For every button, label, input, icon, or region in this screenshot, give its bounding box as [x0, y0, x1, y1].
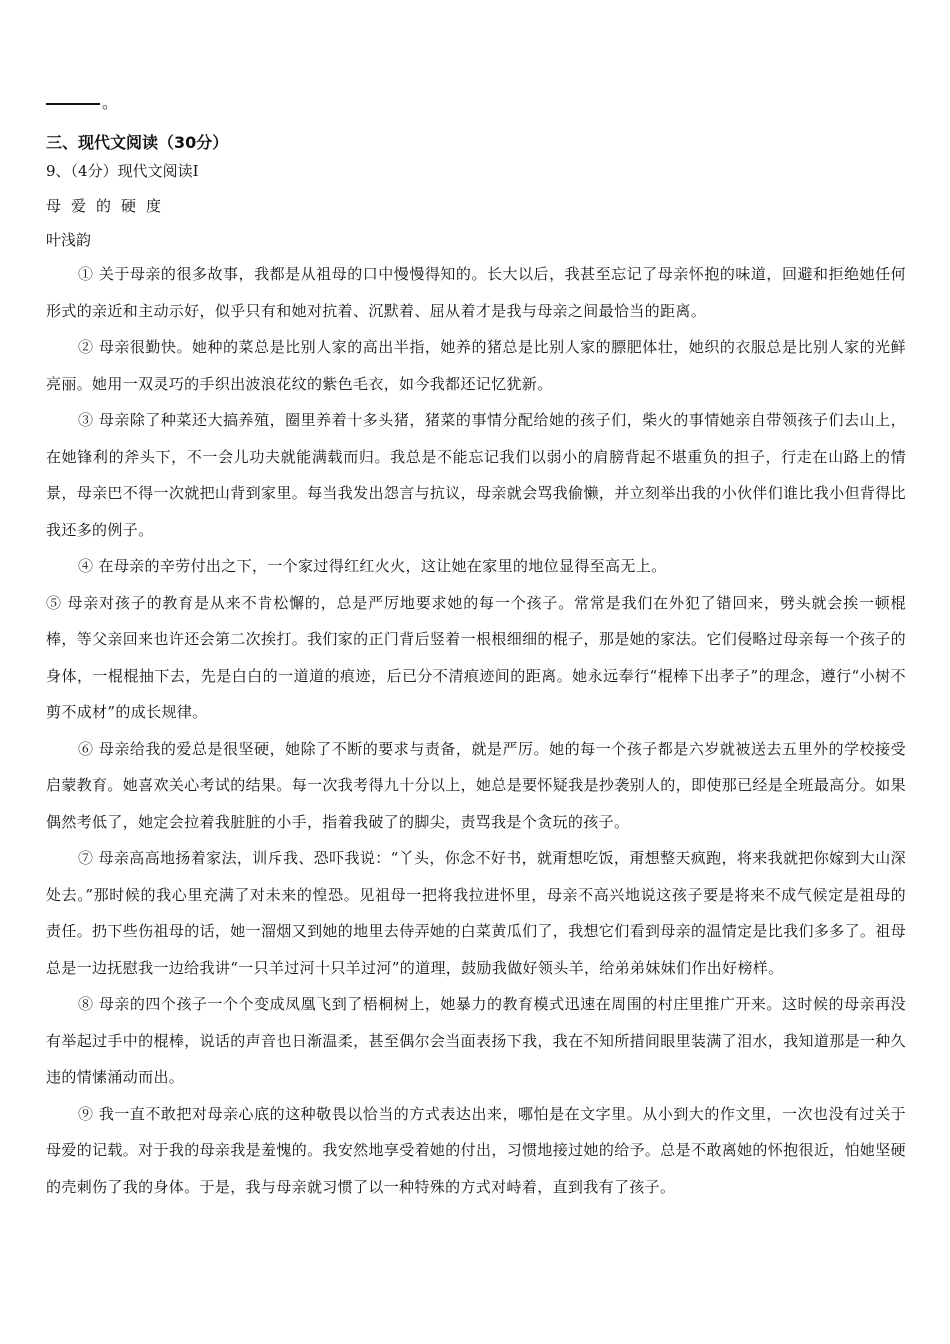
section-heading: 三、现代文阅读（30分）	[46, 133, 229, 152]
article-title: 母爱的硬度	[46, 197, 172, 215]
paragraph-1: ① 关于母亲的很多故事，我都是从祖母的口中慢慢得知的。长大以后，我甚至忘记了母亲怀抱的味道，回避和拒绝她任何形式的亲近和主动示好，似乎只有和她对抗着、沉默着、屈从着才是我与母亲之间最恰当的距离。	[46, 265, 906, 320]
paragraph-4: ④ 在母亲的辛劳付出之下，一个家过得红红火火，这让她在家里的地位显得至高无上。	[78, 557, 667, 575]
paragraph-6: ⑥ 母亲给我的爱总是很坚硬，她除了不断的要求与责备，就是严厉。她的每一个孩子都是六岁就被送去五里外的学校接受启蒙教育。她喜欢关心考试的结果。每一次我考得九十分以上，她总是要怀疑我是抄袭别人的，即使那已经是全班最高分。如果偶然考低了，她定会拉着我脏脏的小手，指着我破了的脚尖，责骂我是个贪玩的孩子。	[46, 739, 906, 831]
paragraph-2: ② 母亲很勤快。她种的菜总是比别人家的高出半指，她养的猪总是比别人家的膘肥体壮，她织的衣服总是比别人家的光鲜亮丽。她用一双灵巧的手织出波浪花纹的紫色毛衣，如今我都还记忆犹新。	[46, 338, 906, 393]
paragraph-5: ⑤ 母亲对孩子的教育是从来不肯松懈的，总是严厉地要求她的每一个孩子。常常是我们在外犯了错回来，劈头就会挨一顿棍棒，等父亲回来也许还会第二次挨打。我们家的正门背后竖着一根根细细的棍子，那是她的家法。它们侵略过母亲每一个孩子的身体，一棍棍抽下去，先是白白的一道道的痕迹，后已分不清痕迹间的距离。她永远奉行“棍棒下出孝子”的理念，遵行“小树不剪不成材”的成长规律。	[46, 593, 906, 721]
question-header: 9、（4分）现代文阅读Ⅰ	[46, 162, 199, 180]
paragraph-7: ⑦ 母亲高高地扬着家法，训斥我、恐吓我说：“丫头，你念不好书，就甭想吃饭，甭想整天疯跑，将来我就把你嫁到大山深处去。”那时候的我心里充满了对未来的惶恐。见祖母一把将我拉进怀里，母亲不高兴地说这孩子要是将来不成气候定是祖母的责任。扔下些伤祖母的话，她一溜烟又到她的地里去侍弄她的白菜黄瓜们了，我想它们看到母亲的温情定是比我们多多了。祖母总是一边抚慰我一边给我讲“一只羊过河十只羊过河”的道理，鼓励我做好领头羊，给弟弟妹妹们作出好榜样。	[46, 849, 906, 977]
answer-blank	[46, 103, 100, 105]
blank-suffix: 。	[102, 93, 119, 112]
paragraph-8: ⑧ 母亲的四个孩子一个个变成凤凰飞到了梧桐树上，她暴力的教育模式迅速在周围的村庄里推广开来。这时候的母亲再没有举起过手中的棍棒，说话的声音也日渐温柔，甚至偶尔会当面表扬下我，我在不知所措间眼里装满了泪水，我知道那是一种久违的情愫涌动而出。	[46, 995, 906, 1086]
paragraph-9: ⑨ 我一直不敢把对母亲心底的这种敬畏以恰当的方式表达出来，哪怕是在文字里。从小到大的作文里，一次也没有过关于母爱的记载。对于我的母亲我是羞愧的。我安然地享受着她的付出，习惯地接过她的给予。总是不敢离她的怀抱很近，怕她坚硬的壳刺伤了我的身体。于是，我与母亲就习惯了以一种特殊的方式对峙着，直到我有了孩子。	[46, 1104, 906, 1196]
paragraph-3: ③ 母亲除了种菜还大搞养殖，圈里养着十多头猪，猪菜的事情分配给她的孩子们，柴火的事情她亲自带领孩子们去山上，在她锋利的斧头下，不一会儿功夫就能满载而归。我总是不能忘记我们以弱小的肩膀背起不堪重负的担子，行走在山路上的情景，母亲巴不得一次就把山背到家里。每当我发出怨言与抗议，母亲就会骂我偷懒，并立刻举出我的小伙伴们谁比我小但背得比我还多的例子。	[46, 411, 906, 539]
answer-blank-line	[46, 90, 118, 113]
article-author: 叶浅韵	[46, 231, 92, 249]
article-body	[46, 256, 906, 1205]
